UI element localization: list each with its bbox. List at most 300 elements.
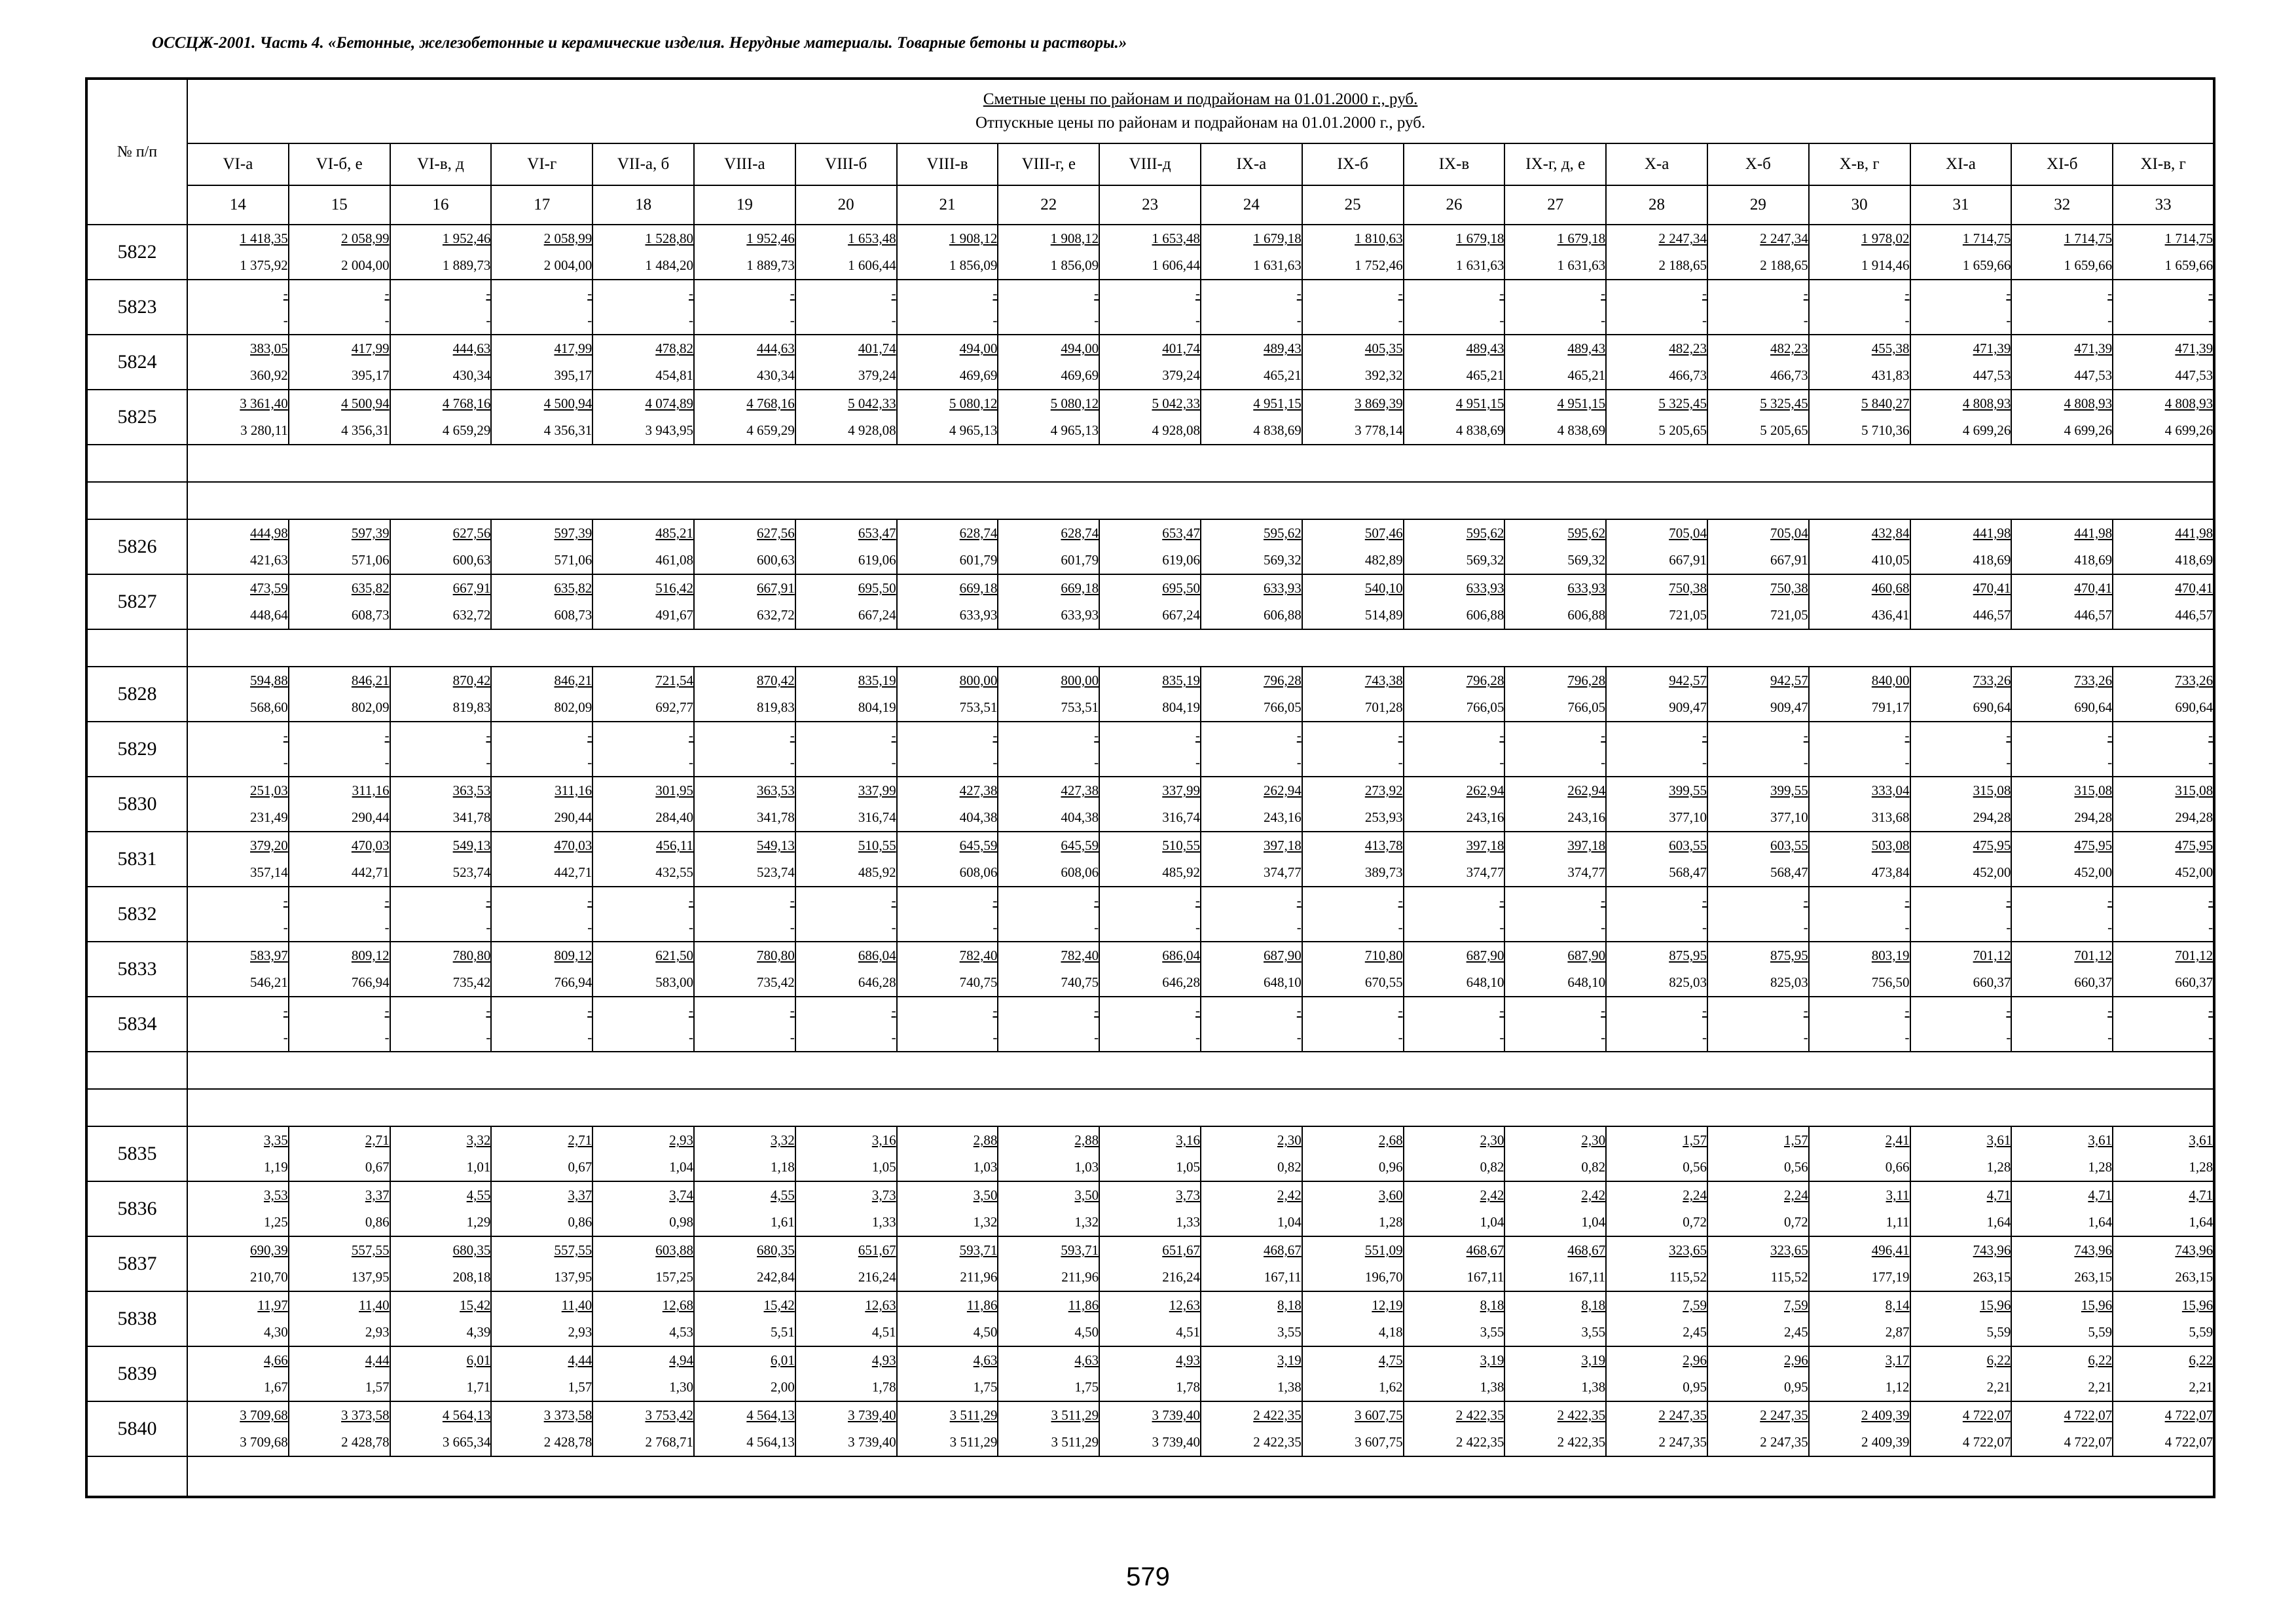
- release-price: 418,69: [1973, 552, 2011, 568]
- release-price: 583,00: [655, 974, 693, 990]
- price-cell: [795, 1236, 897, 1291]
- price-cell: [998, 574, 1099, 629]
- estimate-price: 800,00: [959, 673, 998, 688]
- release-price: 4 699,26: [2164, 422, 2214, 438]
- release-price: 167,11: [1568, 1269, 1606, 1285]
- estimate-price: -: [283, 893, 288, 908]
- price-cell: [795, 667, 897, 722]
- price-cell: [795, 1346, 897, 1401]
- price-cell: [1910, 280, 2012, 335]
- estimate-price: 3,74: [669, 1187, 693, 1203]
- price-cell: [187, 1126, 289, 1181]
- price-cell: [1099, 777, 1201, 832]
- estimate-price: 1 653,48: [848, 231, 896, 246]
- price-cell: [1910, 574, 2012, 629]
- price-cell: [1606, 574, 1707, 629]
- price-cell: [1606, 997, 1707, 1052]
- estimate-price: -: [384, 893, 390, 908]
- estimate-price: 1 952,46: [746, 231, 795, 246]
- price-cell: [1809, 722, 1910, 777]
- estimate-price: 470,03: [554, 838, 592, 853]
- price-cell: [1404, 722, 1505, 777]
- estimate-price: -: [891, 893, 896, 908]
- estimate-price: -: [790, 286, 795, 301]
- release-price: 1 889,73: [746, 257, 795, 273]
- estimate-price: -: [384, 1003, 390, 1018]
- price-cell: [592, 887, 694, 942]
- price-cell: [1910, 777, 2012, 832]
- price-cell: [390, 1236, 492, 1291]
- price-cell: [897, 519, 998, 574]
- price-cell: [1910, 1346, 2012, 1401]
- release-price: 1,28: [1378, 1214, 1403, 1230]
- estimate-price: -: [1499, 1003, 1504, 1018]
- release-price: -: [1094, 1029, 1099, 1045]
- table-row: [86, 887, 2214, 942]
- release-price: 1,28: [2088, 1159, 2113, 1175]
- price-cell: [1910, 1291, 2012, 1346]
- price-cell: [2113, 997, 2214, 1052]
- price-cell: [694, 390, 795, 445]
- estimate-price: 1 978,02: [1861, 231, 1910, 246]
- table-body: [86, 225, 2214, 1497]
- price-cell: [1504, 1236, 1606, 1291]
- price-cell: [1606, 335, 1707, 390]
- estimate-price: -: [891, 728, 896, 743]
- release-price: 667,91: [1669, 552, 1707, 568]
- release-price: 1,61: [771, 1214, 795, 1230]
- price-cell: [2113, 335, 2214, 390]
- blank-row: [86, 1089, 2214, 1126]
- release-price: 211,96: [1061, 1269, 1099, 1285]
- price-cell: [694, 832, 795, 887]
- price-cell: [2011, 1346, 2113, 1401]
- estimate-price: 667,91: [452, 580, 491, 596]
- release-price: -: [2006, 919, 2011, 935]
- item-code: 5827: [86, 574, 187, 629]
- release-price: 3,55: [1277, 1324, 1302, 1340]
- estimate-price: 743,96: [2175, 1242, 2214, 1258]
- column-number: 22: [998, 185, 1099, 225]
- price-cell: [390, 777, 492, 832]
- estimate-price: 2 247,35: [1760, 1407, 1808, 1423]
- estimate-price: 5 042,33: [1152, 396, 1200, 411]
- release-price: 766,94: [554, 974, 592, 990]
- release-price: 4 722,07: [2164, 1434, 2214, 1450]
- price-cell: [1302, 1181, 1404, 1236]
- estimate-price: 6,01: [771, 1352, 795, 1368]
- release-price: 909,47: [1770, 699, 1808, 715]
- price-cell: [491, 574, 592, 629]
- blank-cell: [86, 482, 187, 519]
- estimate-price: -: [486, 893, 491, 908]
- estimate-price: 796,28: [1264, 673, 1302, 688]
- release-price: 243,16: [1466, 809, 1504, 825]
- estimate-price: 628,74: [959, 525, 998, 541]
- estimate-price: 695,50: [1162, 580, 1200, 596]
- estimate-price: -: [790, 728, 795, 743]
- price-cell: [694, 519, 795, 574]
- price-cell: [1201, 722, 1302, 777]
- estimate-price: 1 714,75: [1962, 231, 2011, 246]
- estimate-price: -: [1904, 728, 1910, 743]
- release-price: 756,50: [1871, 974, 1910, 990]
- release-price: 1,03: [1074, 1159, 1099, 1175]
- release-price: 242,84: [757, 1269, 795, 1285]
- release-price: 1,78: [1176, 1379, 1200, 1395]
- column-number: 15: [289, 185, 390, 225]
- release-price: 606,88: [1264, 607, 1302, 623]
- release-price: 469,69: [1061, 367, 1099, 383]
- release-price: 568,47: [1669, 864, 1707, 880]
- release-price: 4,30: [264, 1324, 288, 1340]
- release-price: 0,96: [1378, 1159, 1403, 1175]
- estimate-price: 1 908,12: [949, 231, 998, 246]
- price-cell: [1910, 832, 2012, 887]
- release-price: 1 606,44: [1152, 257, 1200, 273]
- price-cell: [289, 722, 390, 777]
- price-cell: [1504, 1346, 1606, 1401]
- release-price: 825,03: [1770, 974, 1808, 990]
- release-price: -: [1195, 312, 1200, 328]
- estimate-price: 273,92: [1364, 783, 1403, 798]
- release-price: 4,18: [1378, 1324, 1403, 1340]
- price-cell: [1707, 519, 1809, 574]
- estimate-price: 4,66: [264, 1352, 288, 1368]
- estimate-price: -: [1195, 286, 1200, 301]
- price-cell: [592, 280, 694, 335]
- price-cell: [1707, 335, 1809, 390]
- price-cell: [1504, 335, 1606, 390]
- estimate-price: 2 422,35: [1455, 1407, 1504, 1423]
- price-cell: [998, 887, 1099, 942]
- release-price: 1,78: [871, 1379, 896, 1395]
- estimate-price: 3,11: [1886, 1187, 1910, 1203]
- price-cell: [1809, 777, 1910, 832]
- price-cell: [2011, 1181, 2113, 1236]
- estimate-price: 750,38: [1669, 580, 1707, 596]
- release-price: 0,72: [1784, 1214, 1808, 1230]
- estimate-price: 444,63: [757, 341, 795, 356]
- price-cell: [897, 1126, 998, 1181]
- estimate-price: 701,12: [1973, 948, 2011, 963]
- release-price: 1,57: [568, 1379, 592, 1395]
- release-price: 1 659,66: [2064, 257, 2113, 273]
- price-cell: [1504, 997, 1606, 1052]
- estimate-price: 2 409,39: [1861, 1407, 1910, 1423]
- estimate-price: 15,42: [460, 1297, 491, 1313]
- blank-row: [86, 482, 2214, 519]
- release-price: 290,44: [351, 809, 390, 825]
- release-price: -: [1803, 312, 1808, 328]
- release-price: 316,74: [858, 809, 896, 825]
- estimate-price: 4,94: [669, 1352, 693, 1368]
- release-price: 766,05: [1567, 699, 1606, 715]
- estimate-price: -: [1702, 1003, 1707, 1018]
- column-number: 19: [694, 185, 795, 225]
- estimate-price: -: [2208, 286, 2214, 301]
- region-header: XI-а: [1910, 143, 2012, 185]
- release-price: 1 631,63: [1455, 257, 1504, 273]
- estimate-price: 809,12: [554, 948, 592, 963]
- price-cell: [187, 722, 289, 777]
- price-cell: [1201, 390, 1302, 445]
- release-price: 804,19: [858, 699, 896, 715]
- price-cell: [491, 1126, 592, 1181]
- release-price: 632,72: [757, 607, 795, 623]
- region-header: X-б: [1707, 143, 1809, 185]
- estimate-price: 846,21: [351, 673, 390, 688]
- release-price: 1,33: [1176, 1214, 1200, 1230]
- price-cell: [2113, 832, 2214, 887]
- price-cell: [998, 280, 1099, 335]
- blank-cell: [86, 445, 187, 482]
- release-price: 632,72: [452, 607, 491, 623]
- price-cell: [1404, 1236, 1505, 1291]
- column-number: 28: [1606, 185, 1707, 225]
- price-cell: [998, 1346, 1099, 1401]
- price-cell: [1099, 722, 1201, 777]
- release-price: 4 722,07: [2064, 1434, 2113, 1450]
- release-price: 1,04: [1581, 1214, 1606, 1230]
- price-cell: [1809, 335, 1910, 390]
- release-price: 648,10: [1567, 974, 1606, 990]
- estimate-price: 651,67: [1162, 1242, 1200, 1258]
- release-price: 452,00: [2175, 864, 2214, 880]
- release-price: 1,28: [1986, 1159, 2011, 1175]
- price-cell: [491, 942, 592, 997]
- price-cell: [795, 942, 897, 997]
- estimate-price: -: [587, 893, 592, 908]
- estimate-price: 301,95: [655, 783, 693, 798]
- price-cell: [1707, 997, 1809, 1052]
- release-price: 1,30: [669, 1379, 693, 1395]
- estimate-price: 2 247,34: [1658, 231, 1707, 246]
- price-cell: [897, 390, 998, 445]
- estimate-price: 405,35: [1364, 341, 1403, 356]
- release-price: 740,75: [1061, 974, 1099, 990]
- estimate-price: 3 709,68: [240, 1407, 288, 1423]
- release-price: 1,32: [1074, 1214, 1099, 1230]
- estimate-price: 315,08: [1973, 783, 2011, 798]
- release-price: 379,24: [858, 367, 896, 383]
- release-price: 1,33: [871, 1214, 896, 1230]
- price-cell: [1201, 777, 1302, 832]
- blank-cell: [86, 1089, 187, 1126]
- release-price: 461,08: [655, 552, 693, 568]
- estimate-price: 540,10: [1364, 580, 1403, 596]
- release-price: 0,67: [568, 1159, 592, 1175]
- estimate-price: -: [993, 893, 998, 908]
- estimate-price: -: [1601, 728, 1606, 743]
- release-price: 421,63: [250, 552, 288, 568]
- price-cell: [2113, 1126, 2214, 1181]
- release-price: 619,06: [1162, 552, 1200, 568]
- release-price: 3 280,11: [240, 422, 288, 438]
- estimate-price: 651,67: [858, 1242, 896, 1258]
- release-price: 430,34: [757, 367, 795, 383]
- estimate-price: -: [1499, 893, 1504, 908]
- estimate-price: 470,41: [2175, 580, 2214, 596]
- price-cell: [1707, 280, 1809, 335]
- release-price: 377,10: [1669, 809, 1707, 825]
- price-cell: [1910, 722, 2012, 777]
- estimate-price: 669,18: [959, 580, 998, 596]
- price-cell: [1707, 1346, 1809, 1401]
- price-cell: [795, 1401, 897, 1456]
- estimate-price: 3,53: [264, 1187, 288, 1203]
- price-cell: [897, 1401, 998, 1456]
- estimate-price: 6,22: [2088, 1352, 2113, 1368]
- price-cell: [2113, 722, 2214, 777]
- price-cell: [1707, 777, 1809, 832]
- estimate-price: 3,37: [568, 1187, 592, 1203]
- estimate-price: 1 679,18: [1253, 231, 1302, 246]
- price-cell: [897, 280, 998, 335]
- release-price: 1 606,44: [848, 257, 896, 273]
- release-price: 167,11: [1467, 1269, 1504, 1285]
- estimate-price: 551,09: [1364, 1242, 1403, 1258]
- table-row: [86, 1236, 2214, 1291]
- price-cell: [2113, 887, 2214, 942]
- estimate-price: 333,04: [1871, 783, 1910, 798]
- estimate-price: 12,63: [865, 1297, 896, 1313]
- price-cell: [1404, 1291, 1505, 1346]
- release-price: -: [384, 1029, 390, 1045]
- price-cell: [1606, 519, 1707, 574]
- region-header: VIII-а: [694, 143, 795, 185]
- release-price: -: [1296, 919, 1302, 935]
- price-cell: [1809, 1236, 1910, 1291]
- region-header: X-а: [1606, 143, 1707, 185]
- price-cell: [1099, 519, 1201, 574]
- release-price: 721,05: [1770, 607, 1808, 623]
- estimate-price: 680,35: [452, 1242, 491, 1258]
- release-price: -: [993, 312, 998, 328]
- release-price: 633,93: [959, 607, 998, 623]
- estimate-price: 3 739,40: [1152, 1407, 1200, 1423]
- estimate-price: 399,55: [1770, 783, 1808, 798]
- price-cell: [1809, 1181, 1910, 1236]
- release-price: 115,52: [1669, 1269, 1707, 1285]
- release-price: 1,25: [264, 1214, 288, 1230]
- estimate-price: 800,00: [1061, 673, 1099, 688]
- price-cell: [1099, 574, 1201, 629]
- release-price: 1,62: [1378, 1379, 1403, 1395]
- release-price: 753,51: [1061, 699, 1099, 715]
- price-cell: [1707, 1126, 1809, 1181]
- estimate-price: 1 528,80: [645, 231, 693, 246]
- estimate-price: -: [993, 286, 998, 301]
- estimate-price: 15,42: [763, 1297, 795, 1313]
- price-cell: [1504, 777, 1606, 832]
- price-cell: [1404, 280, 1505, 335]
- price-cell: [1302, 280, 1404, 335]
- release-price: 569,32: [1264, 552, 1302, 568]
- release-price: 2 247,35: [1760, 1434, 1808, 1450]
- estimate-price: 653,47: [1162, 525, 1200, 541]
- column-number: 18: [592, 185, 694, 225]
- price-cell: [592, 225, 694, 280]
- release-price: 546,21: [250, 974, 288, 990]
- estimate-price: 6,22: [1986, 1352, 2011, 1368]
- release-price: 1,11: [1886, 1214, 1910, 1230]
- release-price: 294,28: [2074, 809, 2113, 825]
- blank-cell: [187, 629, 2214, 667]
- release-price: 766,05: [1264, 699, 1302, 715]
- estimate-price: 595,62: [1264, 525, 1302, 541]
- item-code: 5840: [86, 1401, 187, 1456]
- release-price: 1,64: [2189, 1214, 2214, 1230]
- release-price: 404,38: [1061, 809, 1099, 825]
- price-cell: [694, 280, 795, 335]
- column-number: 30: [1809, 185, 1910, 225]
- price-cell: [795, 722, 897, 777]
- estimate-price: 733,26: [2175, 673, 2214, 688]
- price-cell: [187, 1346, 289, 1401]
- price-cell: [897, 574, 998, 629]
- release-price: 2,21: [2088, 1379, 2113, 1395]
- estimate-price: 401,74: [1162, 341, 1200, 356]
- price-cell: [795, 832, 897, 887]
- release-price: -: [1702, 1029, 1707, 1045]
- price-cell: [592, 722, 694, 777]
- release-price: -: [790, 1029, 795, 1045]
- estimate-price: 3,37: [365, 1187, 390, 1203]
- estimate-price: -: [1904, 286, 1910, 301]
- price-cell: [187, 280, 289, 335]
- price-cell: [2113, 667, 2214, 722]
- release-price: 418,69: [2175, 552, 2214, 568]
- price-cell: [491, 832, 592, 887]
- price-cell: [1201, 574, 1302, 629]
- release-price: 436,41: [1871, 607, 1910, 623]
- estimate-price: 595,62: [1567, 525, 1606, 541]
- item-code: 5837: [86, 1236, 187, 1291]
- estimate-price: 11,86: [966, 1297, 998, 1313]
- estimate-price: 782,40: [959, 948, 998, 963]
- price-cell: [1504, 667, 1606, 722]
- estimate-price: 475,95: [2074, 838, 2113, 853]
- price-cell: [1302, 1401, 1404, 1456]
- estimate-price: -: [486, 286, 491, 301]
- price-cell: [694, 667, 795, 722]
- price-cell: [795, 574, 897, 629]
- release-price: 5,59: [2088, 1324, 2113, 1340]
- estimate-price: 496,41: [1871, 1242, 1910, 1258]
- release-price: 667,24: [1162, 607, 1200, 623]
- release-price: -: [283, 312, 288, 328]
- release-price: -: [1398, 1029, 1403, 1045]
- price-cell: [187, 1401, 289, 1456]
- estimate-price: 478,82: [655, 341, 693, 356]
- item-code: 5835: [86, 1126, 187, 1181]
- row-number-header: № п/п: [86, 79, 187, 225]
- release-price: 1,38: [1581, 1379, 1606, 1395]
- estimate-price: -: [1296, 286, 1302, 301]
- price-cell: [1201, 1346, 1302, 1401]
- price-cell: [1606, 1181, 1707, 1236]
- estimate-price: -: [1601, 286, 1606, 301]
- release-price: 4 965,13: [1050, 422, 1099, 438]
- price-cell: [592, 667, 694, 722]
- release-price: 1,04: [1480, 1214, 1504, 1230]
- price-cell: [1302, 1236, 1404, 1291]
- column-number: 29: [1707, 185, 1809, 225]
- release-price: 1,64: [2088, 1214, 2113, 1230]
- estimate-price: 5 080,12: [949, 396, 998, 411]
- release-price: 263,15: [1973, 1269, 2011, 1285]
